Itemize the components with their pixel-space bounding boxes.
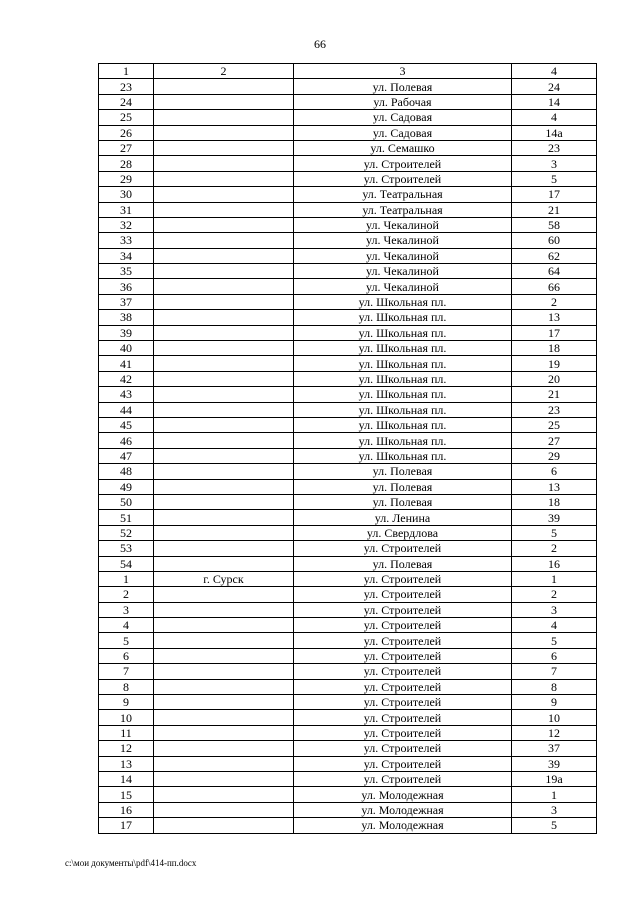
street-cell: ул. Школьная пл.: [294, 433, 512, 448]
row-number-cell: 35: [99, 264, 154, 279]
locality-cell: [154, 356, 294, 371]
table-row: [99, 541, 597, 556]
row-number-cell: 25: [99, 110, 154, 125]
house-number-cell: 18: [512, 341, 597, 356]
row-number-cell: 27: [99, 140, 154, 155]
locality-cell: [154, 756, 294, 771]
street-cell: ул. Школьная пл.: [294, 310, 512, 325]
house-number-cell: 3: [512, 156, 597, 171]
locality-cell: [154, 171, 294, 186]
row-number-cell: 54: [99, 556, 154, 571]
locality-cell: [154, 494, 294, 509]
table-row: [99, 217, 597, 232]
locality-cell: [154, 387, 294, 402]
table-row: [99, 264, 597, 279]
street-cell: ул. Чекалиной: [294, 248, 512, 263]
locality-cell: [154, 802, 294, 817]
locality-cell: [154, 710, 294, 725]
row-number-cell: 23: [99, 79, 154, 94]
table-row: [99, 802, 597, 817]
table-row: [99, 525, 597, 540]
street-cell: ул. Ленина: [294, 510, 512, 525]
row-number-cell: 4: [99, 618, 154, 633]
street-cell: ул. Строителей: [294, 171, 512, 186]
page-number: 66: [314, 37, 326, 51]
row-number-cell: 36: [99, 279, 154, 294]
street-cell: ул. Строителей: [294, 725, 512, 740]
locality-cell: [154, 771, 294, 786]
locality-cell: [154, 556, 294, 571]
house-number-cell: 1: [512, 787, 597, 802]
street-cell: ул. Строителей: [294, 618, 512, 633]
row-number-cell: 44: [99, 402, 154, 417]
street-cell: ул. Школьная пл.: [294, 371, 512, 386]
row-number-cell: 12: [99, 741, 154, 756]
street-cell: ул. Театральная: [294, 202, 512, 217]
street-cell: ул. Полевая: [294, 464, 512, 479]
table-row: [99, 464, 597, 479]
street-cell: ул. Строителей: [294, 633, 512, 648]
house-number-cell: 39: [512, 756, 597, 771]
table-row: [99, 202, 597, 217]
street-cell: ул. Строителей: [294, 664, 512, 679]
table-row: [99, 371, 597, 386]
house-number-cell: 5: [512, 633, 597, 648]
table-row: [99, 633, 597, 648]
table-row: [99, 787, 597, 802]
street-cell: ул. Школьная пл.: [294, 417, 512, 432]
document-path-footer: c:\мои документы\pdf\414-пп.docx: [65, 858, 197, 868]
row-number-cell: 53: [99, 541, 154, 556]
row-number-cell: 42: [99, 371, 154, 386]
street-cell: ул. Строителей: [294, 741, 512, 756]
locality-cell: [154, 633, 294, 648]
house-number-cell: 14а: [512, 125, 597, 140]
table-row: [99, 140, 597, 155]
row-number-cell: 16: [99, 802, 154, 817]
locality-cell: [154, 695, 294, 710]
table-row: [99, 741, 597, 756]
street-cell: ул. Полевая: [294, 79, 512, 94]
row-number-cell: 50: [99, 494, 154, 509]
house-number-cell: 2: [512, 541, 597, 556]
house-number-cell: 60: [512, 233, 597, 248]
street-cell: ул. Молодежная: [294, 787, 512, 802]
locality-cell: [154, 525, 294, 540]
house-number-cell: 19: [512, 356, 597, 371]
row-number-cell: 33: [99, 233, 154, 248]
street-cell: ул. Школьная пл.: [294, 356, 512, 371]
table-row: [99, 771, 597, 786]
locality-cell: [154, 279, 294, 294]
locality-cell: [154, 618, 294, 633]
house-number-cell: 12: [512, 725, 597, 740]
row-number-cell: 51: [99, 510, 154, 525]
row-number-cell: 40: [99, 341, 154, 356]
street-cell: ул. Школьная пл.: [294, 402, 512, 417]
house-number-cell: 5: [512, 818, 597, 833]
row-number-cell: 43: [99, 387, 154, 402]
street-cell: ул. Строителей: [294, 571, 512, 586]
table-row: [99, 171, 597, 186]
row-number-cell: 52: [99, 525, 154, 540]
street-cell: ул. Чекалиной: [294, 264, 512, 279]
table-row: [99, 664, 597, 679]
row-number-cell: 49: [99, 479, 154, 494]
locality-cell: [154, 417, 294, 432]
house-number-cell: 39: [512, 510, 597, 525]
table-row: [99, 433, 597, 448]
house-number-cell: 3: [512, 602, 597, 617]
house-number-cell: 21: [512, 202, 597, 217]
house-number-cell: 27: [512, 433, 597, 448]
locality-cell: [154, 402, 294, 417]
row-number-cell: 31: [99, 202, 154, 217]
header-cell: 2: [154, 64, 294, 79]
table-row: [99, 294, 597, 309]
street-cell: ул. Строителей: [294, 587, 512, 602]
house-number-cell: 8: [512, 679, 597, 694]
house-number-cell: 37: [512, 741, 597, 756]
house-number-cell: 21: [512, 387, 597, 402]
house-number-cell: 19а: [512, 771, 597, 786]
street-cell: ул. Полевая: [294, 556, 512, 571]
street-cell: ул. Садовая: [294, 110, 512, 125]
table-row: [99, 417, 597, 432]
locality-cell: [154, 587, 294, 602]
row-number-cell: 37: [99, 294, 154, 309]
house-number-cell: 23: [512, 402, 597, 417]
row-number-cell: 26: [99, 125, 154, 140]
house-number-cell: 25: [512, 417, 597, 432]
street-cell: ул. Полевая: [294, 494, 512, 509]
street-cell: ул. Строителей: [294, 679, 512, 694]
locality-cell: [154, 294, 294, 309]
table-row: [99, 279, 597, 294]
locality-cell: [154, 325, 294, 340]
table-row: [99, 818, 597, 833]
row-number-cell: 38: [99, 310, 154, 325]
row-number-cell: 1: [99, 571, 154, 586]
row-number-cell: 39: [99, 325, 154, 340]
street-cell: ул. Свердлова: [294, 525, 512, 540]
house-number-cell: 10: [512, 710, 597, 725]
house-number-cell: 29: [512, 448, 597, 463]
house-number-cell: 13: [512, 310, 597, 325]
street-cell: ул. Строителей: [294, 541, 512, 556]
locality-cell: [154, 541, 294, 556]
locality-cell: [154, 140, 294, 155]
house-number-cell: 2: [512, 294, 597, 309]
locality-cell: [154, 310, 294, 325]
house-number-cell: 2: [512, 587, 597, 602]
house-number-cell: 5: [512, 525, 597, 540]
house-number-cell: 18: [512, 494, 597, 509]
row-number-cell: 34: [99, 248, 154, 263]
street-cell: ул. Чекалиной: [294, 279, 512, 294]
street-cell: ул. Школьная пл.: [294, 387, 512, 402]
row-number-cell: 9: [99, 695, 154, 710]
locality-cell: [154, 818, 294, 833]
row-number-cell: 28: [99, 156, 154, 171]
table-row: [99, 187, 597, 202]
locality-cell: [154, 371, 294, 386]
row-number-cell: 2: [99, 587, 154, 602]
table-row: [99, 233, 597, 248]
house-number-cell: 9: [512, 695, 597, 710]
table-row: [99, 618, 597, 633]
locality-cell: [154, 464, 294, 479]
table-row: [99, 310, 597, 325]
house-number-cell: 1: [512, 571, 597, 586]
street-cell: ул. Семашко: [294, 140, 512, 155]
locality-cell: [154, 233, 294, 248]
address-table: [98, 63, 597, 834]
table-row: [99, 479, 597, 494]
street-cell: ул. Чекалиной: [294, 233, 512, 248]
table-row: [99, 710, 597, 725]
house-number-cell: 20: [512, 371, 597, 386]
header-cell: 1: [99, 64, 154, 79]
locality-cell: г. Сурск: [154, 571, 294, 586]
row-number-cell: 46: [99, 433, 154, 448]
table-row: [99, 94, 597, 109]
table-row: [99, 602, 597, 617]
table-row: [99, 725, 597, 740]
row-number-cell: 8: [99, 679, 154, 694]
table-row: [99, 494, 597, 509]
row-number-cell: 47: [99, 448, 154, 463]
table-row: [99, 125, 597, 140]
street-cell: ул. Строителей: [294, 756, 512, 771]
house-number-cell: 13: [512, 479, 597, 494]
table-row: [99, 387, 597, 402]
table-row: [99, 756, 597, 771]
locality-cell: [154, 448, 294, 463]
locality-cell: [154, 787, 294, 802]
house-number-cell: 3: [512, 802, 597, 817]
house-number-cell: 62: [512, 248, 597, 263]
table-row: [99, 341, 597, 356]
row-number-cell: 45: [99, 417, 154, 432]
locality-cell: [154, 94, 294, 109]
street-cell: ул. Строителей: [294, 710, 512, 725]
street-cell: ул. Строителей: [294, 771, 512, 786]
address-table-body: [99, 64, 597, 834]
row-number-cell: 3: [99, 602, 154, 617]
house-number-cell: 23: [512, 140, 597, 155]
table-row: [99, 510, 597, 525]
table-row: [99, 448, 597, 463]
locality-cell: [154, 510, 294, 525]
street-cell: ул. Школьная пл.: [294, 448, 512, 463]
locality-cell: [154, 648, 294, 663]
street-cell: ул. Садовая: [294, 125, 512, 140]
street-cell: ул. Чекалиной: [294, 217, 512, 232]
table-row: [99, 587, 597, 602]
house-number-cell: 64: [512, 264, 597, 279]
house-number-cell: 4: [512, 618, 597, 633]
street-cell: ул. Полевая: [294, 479, 512, 494]
row-number-cell: 32: [99, 217, 154, 232]
house-number-cell: 6: [512, 464, 597, 479]
table-row: [99, 156, 597, 171]
table-row: [99, 356, 597, 371]
table-row: [99, 571, 597, 586]
row-number-cell: 41: [99, 356, 154, 371]
street-cell: ул. Школьная пл.: [294, 325, 512, 340]
street-cell: ул. Школьная пл.: [294, 294, 512, 309]
street-cell: ул. Строителей: [294, 602, 512, 617]
house-number-cell: 17: [512, 187, 597, 202]
street-cell: ул. Молодежная: [294, 802, 512, 817]
locality-cell: [154, 433, 294, 448]
street-cell: ул. Рабочая: [294, 94, 512, 109]
locality-cell: [154, 187, 294, 202]
house-number-cell: 6: [512, 648, 597, 663]
locality-cell: [154, 156, 294, 171]
house-number-cell: 7: [512, 664, 597, 679]
street-cell: ул. Строителей: [294, 156, 512, 171]
row-number-cell: 13: [99, 756, 154, 771]
table-row: [99, 110, 597, 125]
street-cell: ул. Театральная: [294, 187, 512, 202]
house-number-cell: 14: [512, 94, 597, 109]
header-cell: 4: [512, 64, 597, 79]
locality-cell: [154, 479, 294, 494]
house-number-cell: 66: [512, 279, 597, 294]
house-number-cell: 17: [512, 325, 597, 340]
row-number-cell: 11: [99, 725, 154, 740]
locality-cell: [154, 264, 294, 279]
street-cell: ул. Строителей: [294, 695, 512, 710]
house-number-cell: 58: [512, 217, 597, 232]
street-cell: ул. Школьная пл.: [294, 341, 512, 356]
table-row: [99, 325, 597, 340]
row-number-cell: 14: [99, 771, 154, 786]
locality-cell: [154, 341, 294, 356]
table-header-row: [99, 64, 597, 79]
street-cell: ул. Молодежная: [294, 818, 512, 833]
locality-cell: [154, 110, 294, 125]
table-row: [99, 648, 597, 663]
house-number-cell: 4: [512, 110, 597, 125]
table-row: [99, 695, 597, 710]
locality-cell: [154, 125, 294, 140]
row-number-cell: 29: [99, 171, 154, 186]
house-number-cell: 5: [512, 171, 597, 186]
house-number-cell: 16: [512, 556, 597, 571]
row-number-cell: 30: [99, 187, 154, 202]
house-number-cell: 24: [512, 79, 597, 94]
row-number-cell: 10: [99, 710, 154, 725]
table-row: [99, 679, 597, 694]
table-row: [99, 402, 597, 417]
row-number-cell: 24: [99, 94, 154, 109]
locality-cell: [154, 202, 294, 217]
row-number-cell: 15: [99, 787, 154, 802]
row-number-cell: 17: [99, 818, 154, 833]
row-number-cell: 7: [99, 664, 154, 679]
locality-cell: [154, 725, 294, 740]
table-row: [99, 248, 597, 263]
locality-cell: [154, 248, 294, 263]
row-number-cell: 6: [99, 648, 154, 663]
locality-cell: [154, 79, 294, 94]
locality-cell: [154, 741, 294, 756]
row-number-cell: 48: [99, 464, 154, 479]
table-row: [99, 556, 597, 571]
street-cell: ул. Строителей: [294, 648, 512, 663]
locality-cell: [154, 664, 294, 679]
locality-cell: [154, 679, 294, 694]
row-number-cell: 5: [99, 633, 154, 648]
locality-cell: [154, 217, 294, 232]
locality-cell: [154, 602, 294, 617]
header-cell: 3: [294, 64, 512, 79]
table-row: [99, 79, 597, 94]
